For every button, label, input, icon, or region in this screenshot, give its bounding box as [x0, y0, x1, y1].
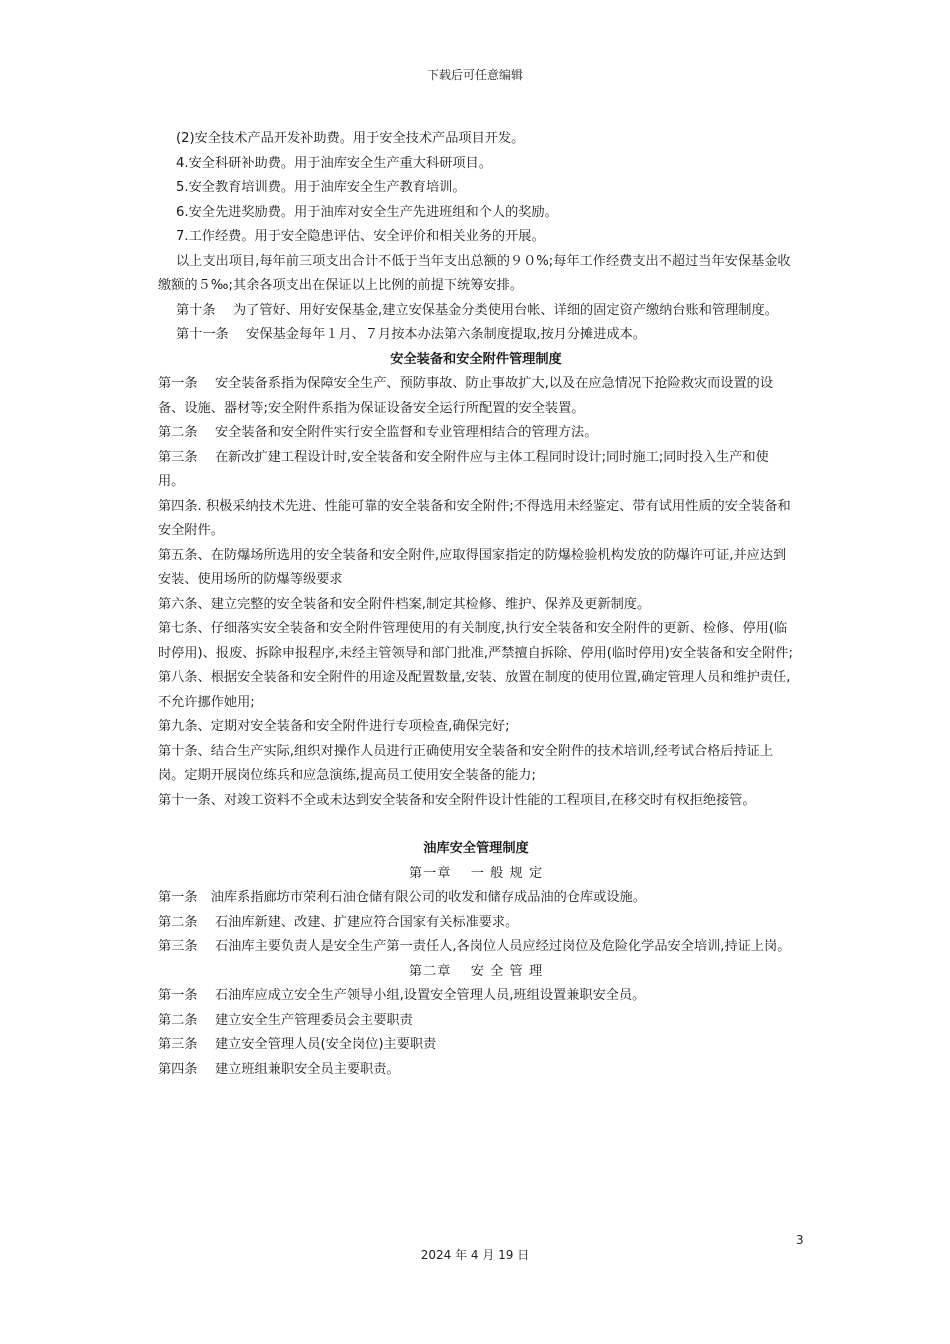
article: 第七条、仔细落实安全装备和安全附件管理使用的有关制度,执行安全装备和安全附件的更新、检修、停用(临时停用)、报废、拆除申报程序,未经主管领导和部门批准,严禁擅自拆除、停用(临时停用)安全装备和安全附件;: [158, 621, 793, 661]
article: 第五条、在防爆场所选用的安全装备和安全附件,应取得国家指定的防爆检验机构发放的防爆许可证,并应达到安装、使用场所的防爆等级要求: [158, 547, 787, 587]
document-body: [158, 127, 794, 1082]
section-title: 油库安全管理制度: [423, 841, 529, 856]
article: 第一条 油库系指廊坊市荣利石油仓储有限公司的收发和储存成品油的仓库或设施。: [158, 890, 646, 905]
article: 第二条 建立安全生产管理委员会主要职责: [158, 1012, 413, 1028]
page-number: 3: [796, 1233, 804, 1247]
spacer: [158, 813, 794, 837]
article: 第二条 石油库新建、改建、扩建应符合国家有关标准要求。: [158, 914, 519, 930]
section-title: 安全装备和安全附件管理制度: [390, 351, 562, 367]
page-footer-date: 2024 年 4 月 19 日: [420, 1248, 530, 1262]
article: 第六条、建立完整的安全装备和安全附件档案,制定其检修、维护、保养及更新制度。: [158, 596, 651, 612]
page-header: 下载后可任意编辑: [426, 68, 523, 82]
article: 第一条 石油库应成立安全生产领导小组,设置安全管理人员,班组设置兼职安全员。: [158, 988, 646, 1003]
paragraph: 5.安全教育培训费。用于油库安全生产教育培训。: [176, 180, 466, 195]
article: 第一条 安全装备系指为保障安全生产、预防事故、防止事故扩大,以及在应急情况下抢险救灾而设置的设备、设施、器材等;安全附件系指为保证设备安全运行所配置的安全装置。: [158, 376, 774, 416]
article: 第三条 在新改扩建工程设计时,安全装备和安全附件应与主体工程同时设计;同时施工;同时投入生产和使用。: [158, 449, 769, 489]
article: 第十条、结合生产实际,组织对操作人员进行正确使用安全装备和安全附件的技术培训,经考试合格后持证上岗。定期开展岗位练兵和应急演练,提高员工使用安全装备的能力;: [158, 743, 774, 783]
article: 第十一条、对竣工资料不全或未达到安全装备和安全附件设计性能的工程项目,在移交时有权拒绝接管。: [158, 792, 756, 808]
article: 第二条 安全装备和安全附件实行安全监督和专业管理相结合的管理方法。: [158, 425, 598, 440]
article: 第八条、根据安全装备和安全附件的用途及配置数量,安装、放置在制度的使用位置,确定管理人员和维护责任,不允许挪作她用;: [158, 670, 791, 710]
article: 第四条 建立班组兼职安全员主要职责。: [158, 1061, 400, 1077]
paragraph: 以上支出项目,每年前三项支出合计不低于当年支出总额的９０%;每年工作经费支出不超过当年安保基金收缴额的５‰;其余各项支出在保证以上比例的前提下统筹安排。: [158, 253, 791, 293]
article: 第三条 建立安全管理人员(安全岗位)主要职责: [158, 1037, 437, 1052]
paragraph: 第十一条 安保基金每年１月、７月按本办法第六条制度提取,按月分摊进成本。: [176, 327, 646, 342]
paragraph: (2)安全技术产品开发补助费。用于安全技术产品项目开发。: [176, 131, 525, 146]
article: 第三条 石油库主要负责人是安全生产第一责任人,各岗位人员应经过岗位及危险化学品安全培训,持证上岗。: [158, 939, 791, 954]
chapter-title: 第二章 安 全 管 理: [408, 963, 544, 979]
paragraph: 7.工作经费。用于安全隐患评估、安全评价和相关业务的开展。: [176, 229, 545, 244]
paragraph: 6.安全先进奖励费。用于油库对安全生产先进班组和个人的奖励。: [176, 204, 558, 220]
article: 第四条. 积极采纳技术先进、性能可靠的安全装备和安全附件;不得选用未经鉴定、带有试用性质的安全装备和安全附件。: [158, 498, 791, 538]
paragraph: 第十条 为了管好、用好安保基金,建立安保基金分类使用台帐、详细的固定资产缴纳台账和管理制度。: [176, 302, 778, 318]
paragraph: 4.安全科研补助费。用于油库安全生产重大科研项目。: [176, 155, 492, 171]
chapter-title: 第一章 一 般 规 定: [408, 865, 544, 881]
article: 第九条、定期对安全装备和安全附件进行专项检查,确保完好;: [158, 719, 510, 734]
